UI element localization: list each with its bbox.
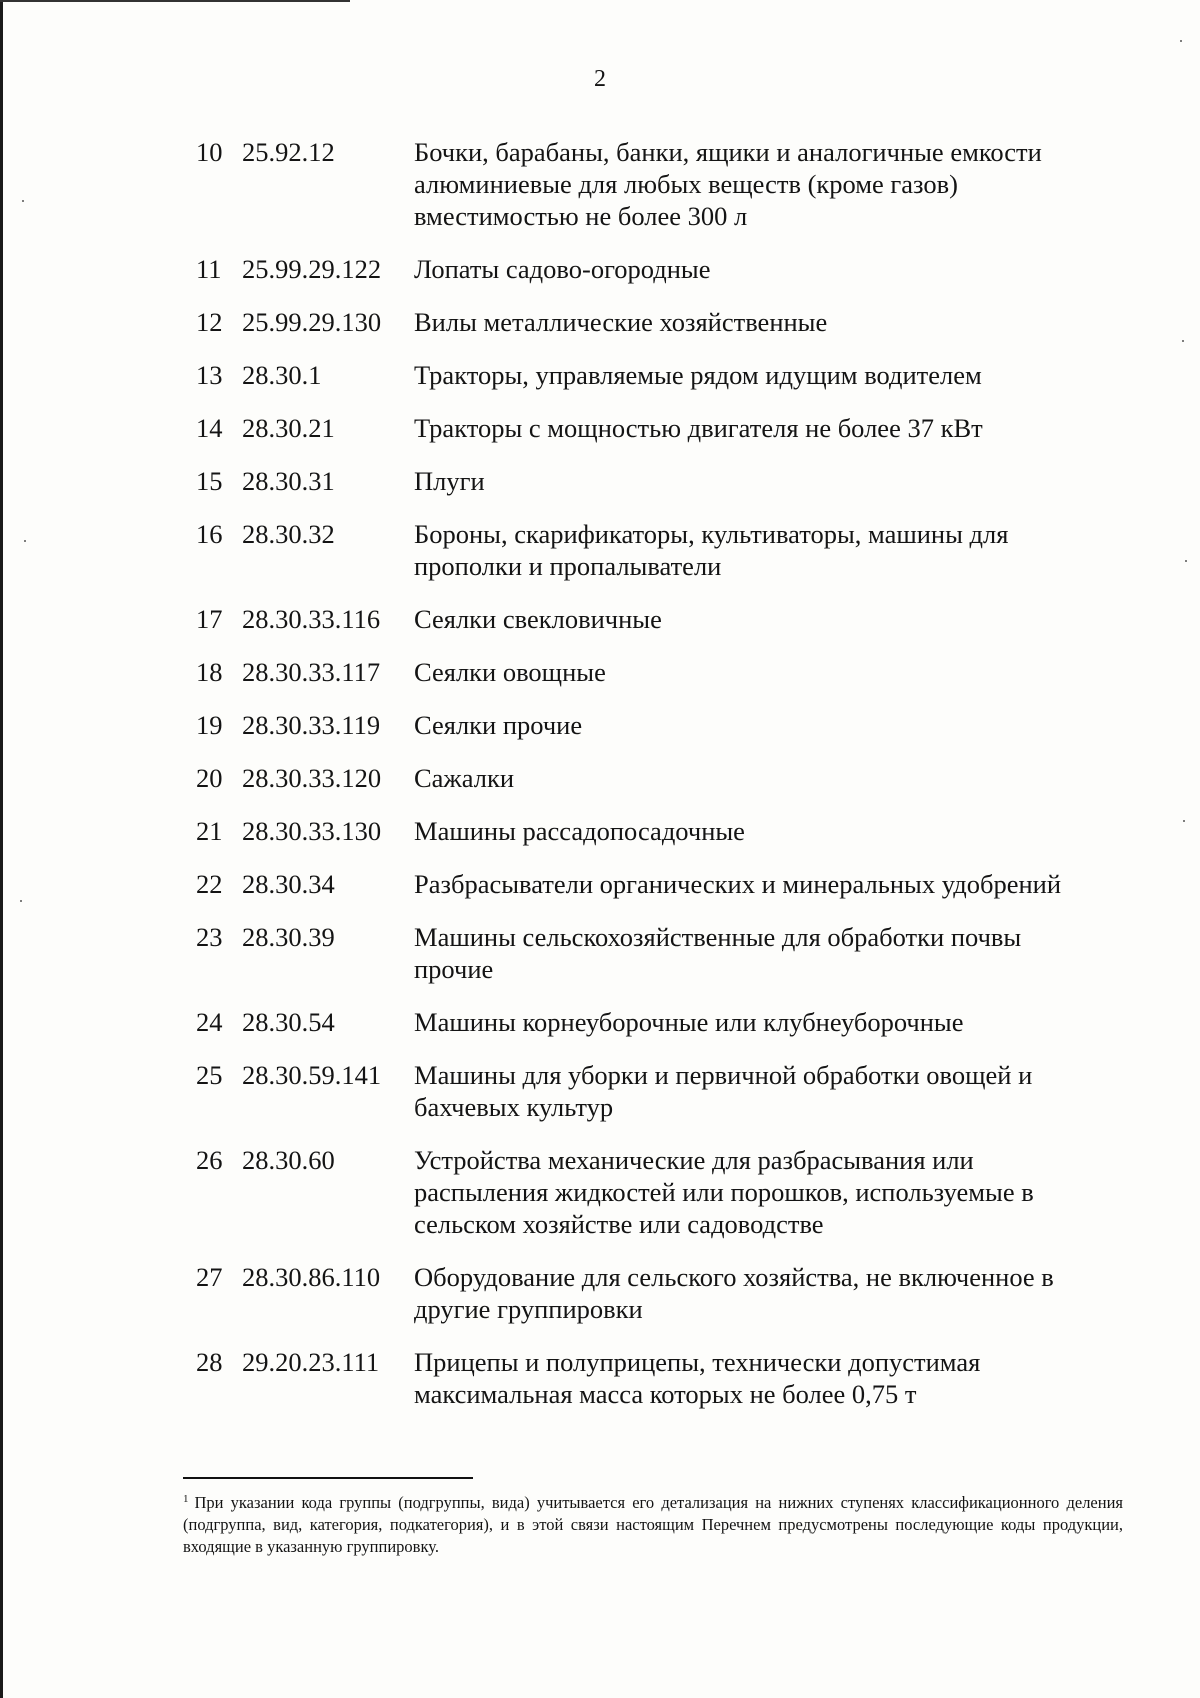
product-name-line: Оборудование для сельского хозяйства, не включенное в [414,1262,1054,1292]
footnote [183,1492,1123,1558]
product-name [414,412,1126,444]
page-number: 2 [594,66,606,92]
row-number: 18 [196,657,223,687]
row-number: 26 [196,1145,223,1175]
product-code: 28.30.1 [242,360,322,390]
row-number: 12 [196,307,223,337]
product-name-line: Сажалки [414,763,515,793]
row-number: 16 [196,519,223,549]
product-code: 28.30.33.120 [242,763,382,793]
table-row [196,465,1126,497]
product-name [414,306,1126,338]
product-name-line: вместимостью не более 300 л [414,201,748,231]
product-code: 28.30.33.117 [242,657,381,687]
product-code: 25.99.29.130 [242,307,382,337]
product-name [414,1006,1126,1038]
scan-speck [1180,40,1182,42]
product-list-table [196,136,1126,1431]
product-code: 28.30.33.119 [242,710,381,740]
product-code: 28.30.54 [242,1007,335,1037]
table-row [196,1346,1126,1410]
product-code: 28.30.39 [242,922,335,952]
product-name [414,253,1126,285]
product-name [414,815,1126,847]
product-name-line: Сеялки прочие [414,710,583,740]
product-name [414,136,1126,232]
product-name-line: Тракторы с мощностью двигателя не более 37 кВт [414,413,983,443]
product-code: 28.30.31 [242,466,335,496]
product-name-line: Разбрасыватели органических и минеральных удобрений [414,869,1062,899]
product-code: 28.30.86.110 [242,1262,381,1292]
product-name [414,1144,1126,1240]
product-name-line: прочие [414,954,494,984]
product-code: 28.30.33.130 [242,816,382,846]
product-name-line: сельском хозяйстве или садоводстве [414,1209,824,1239]
product-name-line: прополки и пропалыватели [414,551,722,581]
footnote-text: При указании кода группы (подгруппы, вида) учитывается его детализация на нижних ступенях классификационного деления (подгруппа, вид, категория, подкатегория), и в этой связи настоящим Перечнем предусмотрены последующие коды продукции, входящие в указанную группировку. [183,1493,1123,1556]
product-name-line: Вилы металлические хозяйственные [414,307,828,337]
row-number: 15 [196,466,223,496]
scan-speck [1183,820,1185,822]
row-number: 21 [196,816,223,846]
product-code: 28.30.60 [242,1145,335,1175]
product-name [414,518,1126,582]
product-name-line: Машины для уборки и первичной обработки овощей и [414,1060,1033,1090]
row-number: 11 [196,254,222,284]
table-row [196,1006,1126,1038]
table-row [196,815,1126,847]
table-row [196,306,1126,338]
scan-speck [20,900,22,902]
scan-top-edge [0,0,350,2]
product-name-line: бахчевых культур [414,1092,614,1122]
product-name-line: алюминиевые для любых веществ (кроме газов) [414,169,958,199]
scan-left-edge [0,0,3,1698]
row-number: 28 [196,1347,223,1377]
row-number: 23 [196,922,223,952]
table-row [196,1261,1126,1325]
table-row [196,253,1126,285]
product-name-line: Лопаты садово-огородные [414,254,711,284]
product-name-line: Машины рассадопосадочные [414,816,745,846]
scan-speck [22,200,24,202]
product-name-line: Тракторы, управляемые рядом идущим водителем [414,360,982,390]
product-name-line: Сеялки свекловичные [414,604,662,634]
product-name-line: Бочки, барабаны, банки, ящики и аналогичные емкости [414,137,1042,167]
product-name [414,603,1126,635]
scan-speck [1182,340,1184,342]
product-name-line: Прицепы и полуприцепы, технически допустимая [414,1347,981,1377]
table-row [196,603,1126,635]
product-name [414,709,1126,741]
product-code: 28.30.59.141 [242,1060,382,1090]
product-name-line: другие группировки [414,1294,643,1324]
scan-speck [24,540,26,542]
product-name-line: Бороны, скарификаторы, культиваторы, машины для [414,519,1009,549]
table-row [196,709,1126,741]
row-number: 22 [196,869,223,899]
row-number: 20 [196,763,223,793]
footnote-marker: 1 [183,1493,189,1505]
product-name-line: Сеялки овощные [414,657,606,687]
product-name-line: Машины корнеуборочные или клубнеуборочные [414,1007,964,1037]
row-number: 13 [196,360,223,390]
table-row [196,921,1126,985]
product-name-line: Плуги [414,466,485,496]
product-name [414,656,1126,688]
product-name [414,1346,1126,1410]
table-row [196,136,1126,232]
table-row [196,1059,1126,1123]
product-name [414,868,1126,900]
scan-speck [1185,560,1187,562]
row-number: 24 [196,1007,223,1037]
table-row [196,359,1126,391]
product-code: 29.20.23.111 [242,1347,380,1377]
product-name [414,359,1126,391]
product-code: 25.99.29.122 [242,254,382,284]
table-row [196,1144,1126,1240]
table-row [196,868,1126,900]
table-row [196,412,1126,444]
row-number: 19 [196,710,223,740]
product-name [414,465,1126,497]
product-name-line: распыления жидкостей или порошков, используемые в [414,1177,1034,1207]
row-number: 10 [196,137,223,167]
row-number: 25 [196,1060,223,1090]
product-name [414,762,1126,794]
product-name [414,1261,1126,1325]
row-number: 14 [196,413,223,443]
row-number: 17 [196,604,223,634]
product-code: 28.30.34 [242,869,335,899]
table-row [196,518,1126,582]
product-code: 28.30.21 [242,413,335,443]
product-name [414,921,1126,985]
product-name-line: Машины сельскохозяйственные для обработки почвы [414,922,1022,952]
table-row [196,762,1126,794]
row-number: 27 [196,1262,223,1292]
product-name-line: максимальная масса которых не более 0,75 т [414,1379,917,1409]
footnote-separator [183,1477,473,1479]
product-name-line: Устройства механические для разбрасывания или [414,1145,974,1175]
table-row [196,656,1126,688]
product-code: 28.30.32 [242,519,335,549]
product-code: 25.92.12 [242,137,335,167]
product-name [414,1059,1126,1123]
product-code: 28.30.33.116 [242,604,381,634]
